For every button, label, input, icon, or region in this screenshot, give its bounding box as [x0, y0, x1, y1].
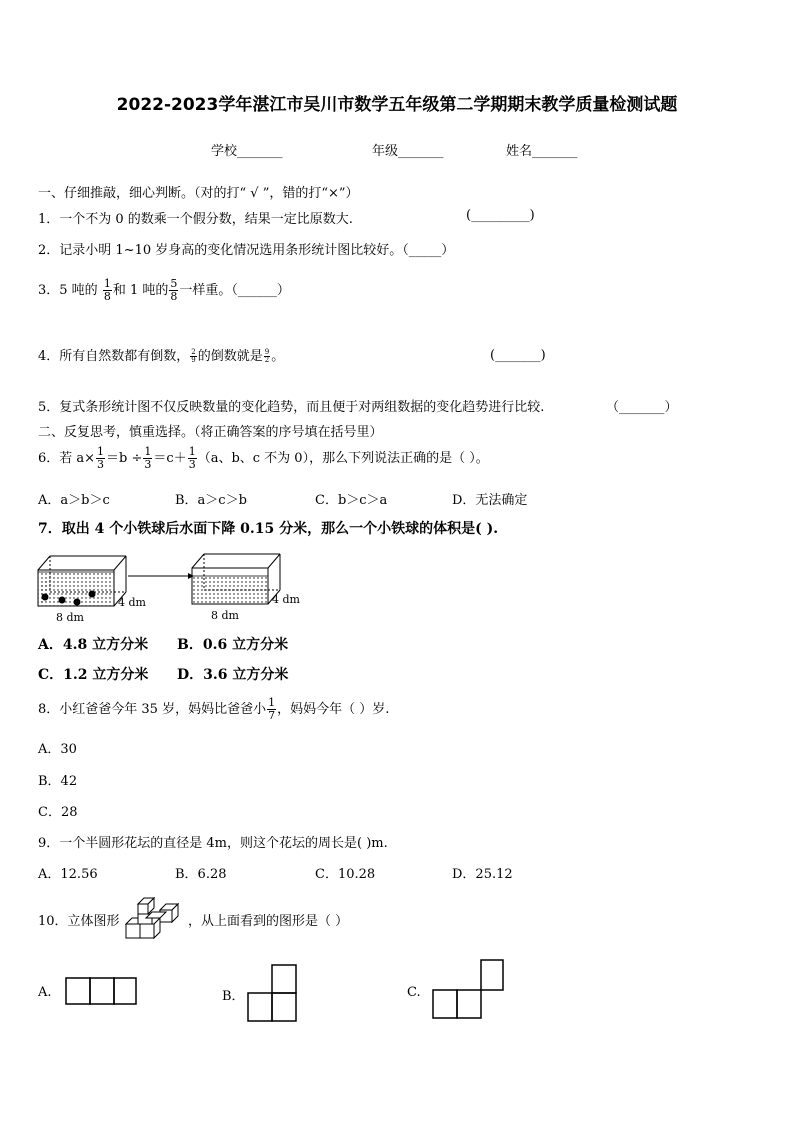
q3-text-c: 一样重。	[179, 283, 232, 298]
q4-text-c: 。	[271, 349, 285, 364]
q4-f1-num: 2	[191, 348, 196, 356]
question-2	[38, 239, 454, 258]
grade-blank: _______	[398, 144, 444, 159]
q6-option-b: B．a＞c＞b	[175, 493, 247, 508]
question-9: 9．一个半圆形花坛的直径是 4m，则这个花坛的周长是( )m.	[38, 836, 388, 851]
school-field	[211, 140, 283, 159]
question-5-answer: （_______）	[606, 400, 678, 415]
question-10-a: 10．立体图形	[38, 914, 120, 929]
name-blank: _______	[532, 144, 578, 159]
q3-f2-den: 8	[170, 290, 178, 303]
question-5: 5．复式条形统计图不仅反映数量的变化趋势，而且便于对两组数据的变化趋势进行比较.	[38, 400, 545, 415]
q7-option-b: B．0.6 立方分米	[177, 637, 289, 653]
question-10-b: ，从上面看到的图形是（ ）	[188, 914, 349, 929]
q4-text-a: 4．所有自然数都有倒数，	[38, 349, 190, 364]
q6-option-d: D．无法确定	[452, 493, 528, 508]
q9-option-c: C．10.28	[315, 867, 376, 882]
q6-f3-num: 1	[188, 445, 196, 458]
q10-option-a-figure	[64, 976, 140, 1006]
grade-label: 年级	[372, 144, 399, 159]
q9-option-d: D．25.12	[452, 867, 513, 882]
section2-heading: 二、反复思考，慎重选择。（将正确答案的序号填在括号里）	[38, 425, 383, 440]
q8-text-b: ，妈妈今年（ ）岁.	[277, 702, 390, 717]
q8-option-b: B．42	[38, 774, 78, 789]
q10-option-c-label: C.	[407, 985, 421, 1000]
question-4-answer: (_______)	[490, 348, 546, 363]
q6-f3-den: 3	[188, 458, 196, 471]
question-6	[38, 446, 489, 471]
q6-text-a: 6．若 a×	[38, 451, 96, 466]
q10-option-a-label: A.	[38, 985, 52, 1000]
q9-option-a: A．12.56	[38, 867, 98, 882]
q6-text-d: （a、b、c 不为 0），那么下列说法正确的是（ ）。	[197, 451, 489, 466]
q7-option-a: A．4.8 立方分米	[38, 637, 149, 653]
solid-figure	[124, 896, 186, 942]
q6-option-c: C．b＞c＞a	[315, 493, 388, 508]
q3-text-b: 和 1 吨的	[112, 283, 169, 298]
q3-f1-den: 8	[103, 290, 111, 303]
q3-fraction-2	[169, 278, 178, 303]
q8-fraction	[267, 697, 276, 722]
q4-text-b: 的倒数就是	[197, 349, 263, 364]
q8-option-a: A．30	[38, 742, 77, 757]
tank-width-label-1: 4 dm	[118, 596, 146, 609]
q3-f2-num: 5	[170, 277, 178, 290]
tank-length-label-1: 8 dm	[56, 611, 84, 624]
page-title: 2022-2023学年湛江市吴川市数学五年级第二学期期末教学质量检测试题	[116, 95, 678, 115]
q4-f1-den: 9	[191, 356, 196, 364]
tank-width-label-2: 4 dm	[272, 593, 300, 606]
question-2-answer: （_____）	[402, 243, 455, 258]
name-field	[506, 140, 578, 159]
tank-length-label-2: 8 dm	[211, 609, 239, 622]
q3-f1-num: 1	[103, 277, 111, 290]
q7-option-c: C．1.2 立方分米	[38, 667, 149, 683]
q6-f1-den: 3	[97, 458, 105, 471]
q6-f2-den: 3	[144, 458, 152, 471]
q6-option-a: A．a＞b＞c	[38, 493, 110, 508]
question-7: 7．取出 4 个小铁球后水面下降 0.15 分米，那么一个小铁球的体积是( ).	[38, 521, 499, 537]
q3-text-a: 3．5 吨的	[38, 283, 98, 298]
tank-after	[192, 554, 280, 604]
q10-option-c-figure	[431, 958, 507, 1022]
q9-option-b: B．6.28	[175, 867, 227, 882]
q4-f2-num: 9	[264, 348, 270, 356]
question-2-text: 2．记录小明 1~10 岁身高的变化情况选用条形统计图比较好。	[38, 243, 403, 258]
question-3	[38, 278, 290, 303]
q4-f2-den: 2	[264, 356, 270, 364]
tank-diagram	[36, 548, 306, 624]
name-label: 姓名	[506, 144, 533, 159]
q3-answer: （______）	[231, 283, 290, 298]
q6-text-b: ＝b ÷	[106, 451, 143, 466]
iron-ball	[89, 591, 96, 598]
q8-f-den: 7	[268, 709, 276, 722]
q3-fraction-1	[103, 278, 112, 303]
q10-option-b-figure	[246, 963, 298, 1023]
tank-before	[38, 556, 126, 608]
q4-fraction-2	[264, 349, 270, 364]
q7-option-d: D．3.6 立方分米	[177, 667, 289, 683]
school-label: 学校	[211, 144, 238, 159]
q10-option-b-label: B．	[222, 989, 245, 1004]
q8-f-num: 1	[268, 696, 276, 709]
q8-text-a: 8．小红爸爸今年 35 岁，妈妈比爸爸小	[38, 702, 267, 717]
question-8	[38, 697, 389, 722]
q4-fraction-1	[190, 349, 196, 364]
section1-heading: 一、仔细推敲，细心判断。（对的打“ √ ”，错的打“×”）	[38, 186, 359, 201]
iron-ball	[42, 594, 49, 601]
q6-f2-num: 1	[144, 445, 152, 458]
q6-fraction-1	[96, 446, 105, 471]
school-blank: _______	[237, 144, 283, 159]
question-1-answer: (_________)	[466, 208, 535, 223]
q6-text-c: ＝c＋	[153, 451, 187, 466]
grade-field	[372, 140, 444, 159]
iron-ball	[59, 597, 66, 604]
iron-ball	[74, 599, 81, 606]
q6-fraction-2	[143, 446, 152, 471]
q6-fraction-3	[188, 446, 197, 471]
question-1: 1．一个不为 0 的数乘一个假分数，结果一定比原数大.	[38, 212, 353, 227]
q8-option-c: C．28	[38, 805, 78, 820]
question-4	[38, 345, 284, 364]
q6-f1-num: 1	[97, 445, 105, 458]
